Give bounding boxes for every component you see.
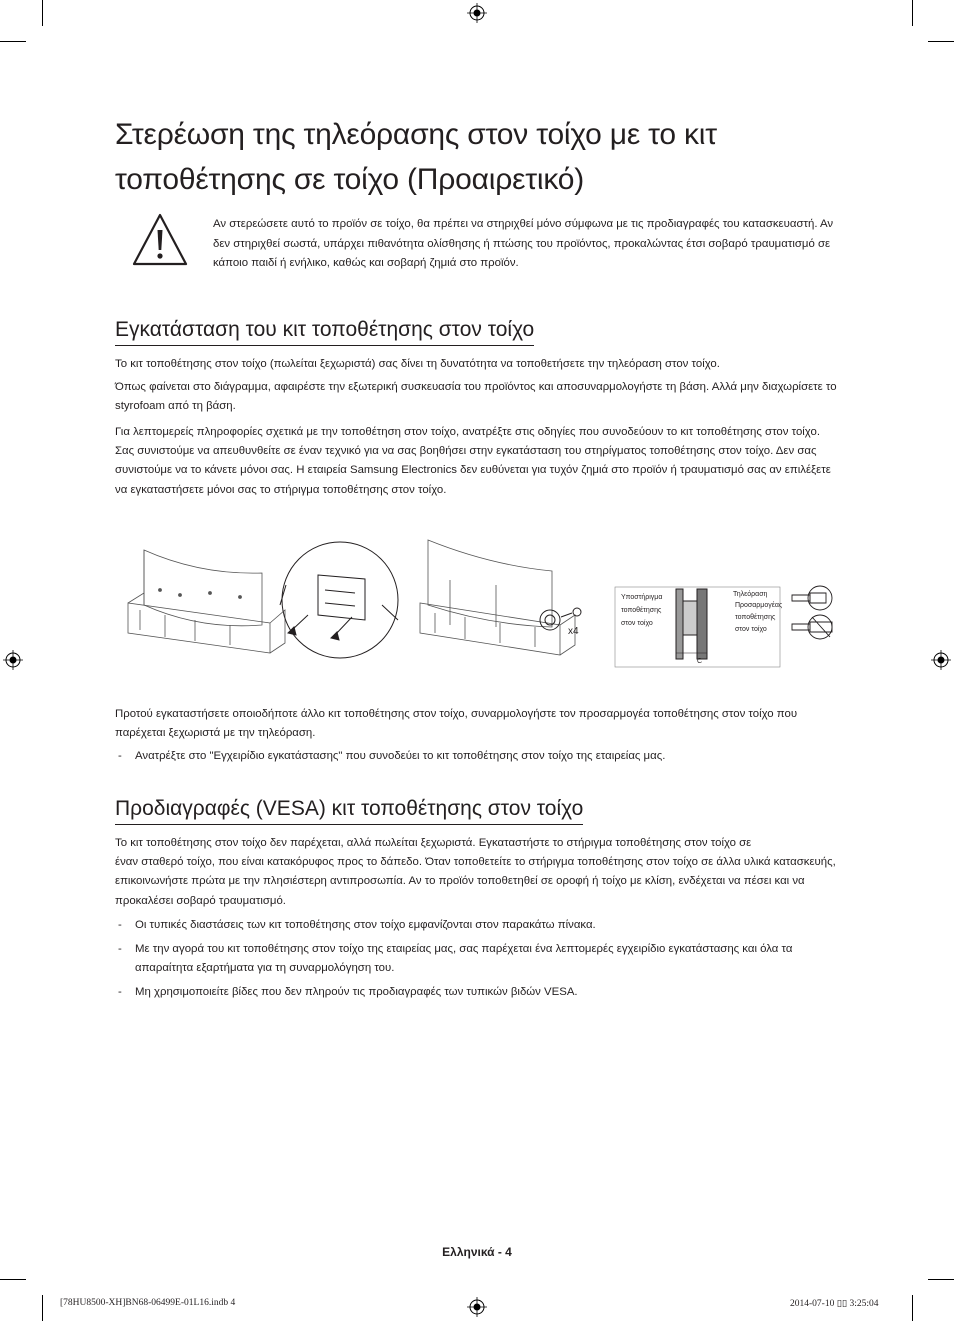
- screw-count-label: x4: [568, 626, 579, 637]
- page-title: [115, 112, 875, 202]
- bullet-dash: -: [118, 919, 122, 931]
- bullet-dash: -: [118, 986, 122, 998]
- label-adapter-1: Προσαρμογέας: [735, 602, 783, 609]
- registration-mark-right: [931, 650, 951, 670]
- screw-wrong-icon: [792, 615, 832, 639]
- cross-section: [676, 589, 707, 659]
- footer-file-info: [78HU8500-XH]BN68-06499E-01L16.indb 4: [60, 1298, 236, 1308]
- label-bracket-3: στον τοίχο: [621, 620, 653, 627]
- bullet-text: Οι τυπικές διαστάσεις των κιτ τοποθέτησης στον τοίχο εμφανίζονται στον παρακάτω πίνακα.: [135, 919, 596, 931]
- label-adapter-3: στον τοίχο: [735, 626, 767, 633]
- crop-mark: [912, 1295, 913, 1321]
- crop-mark: [0, 1279, 26, 1280]
- crop-mark: [42, 1295, 43, 1321]
- bullet-dash: -: [118, 943, 122, 955]
- label-bracket-2: τοποθέτησης: [621, 607, 662, 614]
- vesa-paragraph-1: [115, 834, 840, 911]
- vesa-paragraph-1-rest: έναν σταθερό τοίχο, που είναι κατακόρυφος προς το δάπεδο. Όταν τοποθετείτε το στήριγμα τοποθέτησης στον τοίχο σε άλλα υλικά κατασκευής, επικοινωνήστε πρώτα με την πλησιέστερη αντιπροσωπία. Αν το προϊόν τοποθετηθεί σε οροφή ή τοίχο με κλίση, ενδέχεται να πέσει και να προκαλέσει σοβαρό τραυματισμό.: [115, 856, 836, 907]
- vesa-bullet-2: [118, 940, 838, 978]
- label-adapter-2: τοποθέτησης: [735, 614, 776, 621]
- crop-mark: [42, 0, 43, 26]
- label-c: C: [697, 658, 703, 665]
- label-tv: Τηλεόραση: [733, 591, 768, 598]
- wall-mount-diagram: [120, 535, 840, 680]
- screw-ok-icon: [792, 586, 832, 610]
- label-bracket-1: Υποστήριγμα: [621, 594, 663, 601]
- crop-mark: [912, 0, 913, 26]
- registration-mark-top: [467, 3, 487, 23]
- bullet-text: Με την αγορά του κιτ τοποθέτησης στον τοίχο της εταιρείας μας, σας παρέχεται ένα λεπτομερές εγχειρίδιο εγκατάστασης και όλα τα απαραίτητα εξαρτήματα για τη συναρμολόγηση του.: [135, 943, 793, 975]
- install-paragraph-1: Το κιτ τοποθέτησης στον τοίχο (πωλείται ξεχωριστά) σας δίνει τη δυνατότητα να τοποθετήσετε την τηλεόραση στον τοίχο.: [115, 358, 720, 370]
- zoom-circle-1: [280, 542, 398, 658]
- crop-mark: [928, 1279, 954, 1280]
- page-number: Ελληνικά - 4: [442, 1245, 512, 1259]
- bullet-text: Μη χρησιμοποιείτε βίδες που δεν πληρούν τις προδιαγραφές των τυπικών βιδών VESA.: [135, 986, 578, 998]
- install-paragraph-2: Όπως φαίνεται στο διάγραμμα, αφαιρέστε την εξωτερική συσκευασία του προϊόντος και αποσυναρμολογήστε τη βάση. Αλλά μην διαχωρίσετε το styrofoam από τη βάση.: [115, 381, 837, 413]
- registration-mark-bottom: [467, 1297, 487, 1317]
- tv-back-illustration-2: [420, 540, 575, 655]
- install-paragraph-3: Για λεπτομερείς πληροφορίες σχετικά με την τοποθέτηση στον τοίχο, ανατρέξτε στις οδηγίες που συνοδεύουν το κιτ τοποθέτησης στον τοίχο. Σας συνιστούμε να απευθυνθείτε σε έναν τεχνικό για να σας βοηθήσει στην εγκατάσταση του στηρίγματος τοποθέτησης στον τοίχο. Δεν σας συνιστούμε να το κάνετε μόνοι σας. Η εταιρεία Samsung Electronics δεν ευθύνεται για τυχόν ζημιά στο προϊόν ή τραυματισμό σας αν επιλέξετε να εγκαταστήσετε μόνοι σας το στήριγμα τοποθέτησης στον τοίχο.: [115, 426, 831, 496]
- section-heading-install: Εγκατάσταση του κιτ τοποθέτησης στον τοίχο: [115, 316, 534, 346]
- install-paragraph-4: Προτού εγκαταστήσετε οποιοδήποτε άλλο κιτ τοποθέτησης στον τοίχο, συναρμολογήστε τον προσαρμογέα τοποθέτησης στον τοίχο που παρέχεται ξεχωριστά με την τηλεόραση.: [115, 708, 798, 740]
- vesa-paragraph-1-line-1: Το κιτ τοποθέτησης στον τοίχο δεν παρέχεται, αλλά πωλείται ξεχωριστά. Εγκαταστήστε το στήριγμα τοποθέτησης στον τοίχο σε: [115, 837, 752, 849]
- vesa-bullet-3: [118, 983, 838, 1002]
- install-bullet-1: [118, 747, 838, 766]
- bullet-text: Ανατρέξτε στο "Εγχειρίδιο εγκατάστασης" που συνοδεύει το κιτ τοποθέτησης στον τοίχο της εταιρείας μας.: [135, 750, 666, 762]
- registration-mark-left: [3, 650, 23, 670]
- bullet-dash: -: [118, 750, 122, 762]
- warning-text: Αν στερεώσετε αυτό το προϊόν σε τοίχο, θα πρέπει να στηριχθεί μόνο σύμφωνα με τις προδιαγραφές του κατασκευαστή. Αν δεν στηριχθεί σωστά, υπάρχει πιθανότητα ολίσθησης ή πτώσης του προϊόντος, προκαλώντας έτσι σοβαρό τραυματισμό σε κάποιο παιδί ή ενήλικο, καθώς και σοβαρή ζημιά στο προϊόν.: [213, 218, 834, 270]
- footer-timestamp: 2014-07-10 ▯▯ 3:25:04: [790, 1299, 879, 1309]
- vesa-bullet-1: [118, 916, 838, 935]
- title-line-1: Στερέωση της τηλεόρασης στον τοίχο με το κιτ: [115, 118, 717, 151]
- warning-icon: [131, 212, 189, 268]
- title-line-2: τοποθέτησης σε τοίχο (Προαιρετικό): [115, 163, 585, 196]
- section-heading-vesa: Προδιαγραφές (VESA) κιτ τοποθέτησης στον τοίχο: [115, 795, 583, 825]
- tv-back-illustration-1: [128, 550, 285, 653]
- crop-mark: [928, 41, 954, 42]
- crop-mark: [0, 41, 26, 42]
